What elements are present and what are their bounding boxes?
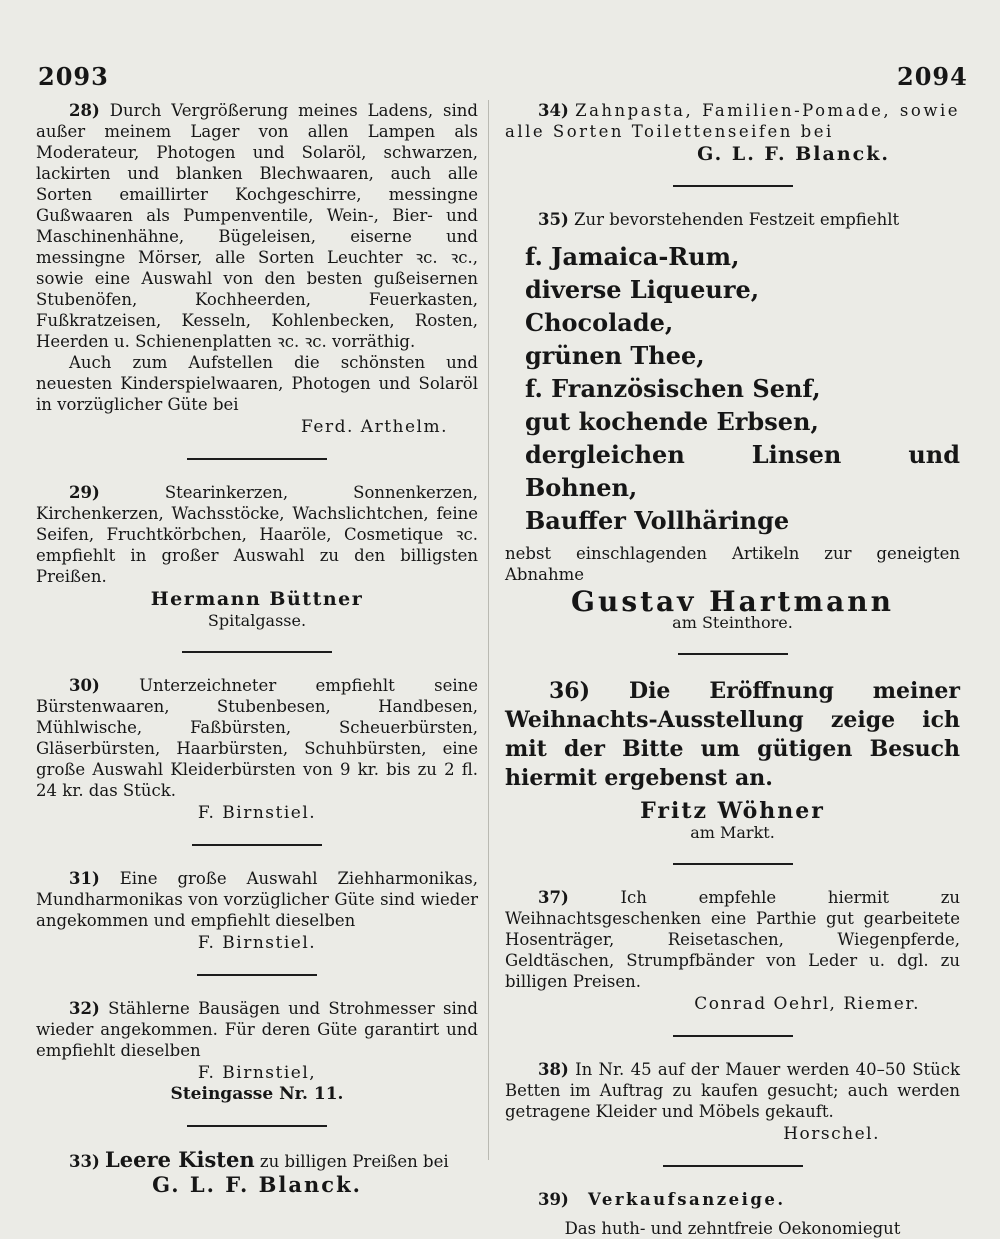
ad-number: 29): [69, 483, 100, 502]
product-item: Chocolade,: [525, 308, 674, 337]
ad-number: 37): [538, 888, 569, 907]
ad-text: Unterzeichneter empfiehlt seine Bürstenwaaren, Stubenbesen, Handbesen, Mühlwische, Faßbürsten, Scheuerbürsten, Gläserbürsten, Haarbürsten, Schuhbürsten, eine große Auswahl Kleiderbürsten von 9 kr. bis zu 2 fl. 24 kr. das Stück.: [36, 676, 479, 800]
ad-number: 36): [549, 678, 591, 704]
page-number-left: 2093: [38, 62, 109, 91]
ad-signature: Conrad Oehrl, Riemer.: [694, 994, 920, 1014]
ad-signature: Horschel.: [783, 1124, 880, 1144]
ad-signature: Hermann Büttner: [150, 588, 364, 610]
product-item: gut kochende Erbsen,: [525, 407, 819, 436]
ad-address: Steingasse Nr. 11.: [170, 1084, 344, 1104]
separator-rule: [192, 844, 322, 846]
advertisement-35: [505, 209, 960, 633]
ad-number: 35): [538, 210, 569, 229]
right-column: [505, 100, 960, 1239]
ad-address: am Markt.: [690, 823, 775, 842]
advertisement-29: [36, 482, 478, 631]
ad-number: 39): [538, 1190, 569, 1209]
ad-signature: Gustav Hartmann: [571, 585, 894, 618]
ad-text: zu billigen Preißen bei: [259, 1152, 449, 1171]
separator-rule: [678, 653, 788, 655]
ad-number: 33): [69, 1152, 100, 1171]
page-number-right: 2094: [897, 62, 968, 91]
separator-rule: [182, 651, 332, 653]
ad-address: am Steinthore.: [672, 613, 793, 632]
product-item: grünen Thee,: [525, 341, 705, 370]
advertisement-31: [36, 868, 478, 954]
ad-heading: Leere Kisten: [105, 1147, 255, 1172]
ad-number: 32): [69, 999, 100, 1018]
ad-signature: Fritz Wöhner: [640, 798, 825, 824]
ad-signature: F. Birnstiel.: [197, 933, 317, 953]
ad-signature: G. L. F. Blanck.: [697, 143, 890, 165]
product-item: diverse Liqueure,: [525, 275, 760, 304]
ad-text: Stearinkerzen, Sonnenkerzen, Kirchenkerzen, Wachsstöcke, Wachslichtchen, feine Seifen, Fruchtkörbchen, Haaröle, Cosmetique ꝛc. empfiehlt in großer Auswahl zu den billigsten Preißen.: [36, 483, 478, 586]
advertisement-39: [505, 1189, 960, 1239]
ad-text: Durch Vergrößerung meines Ladens, sind außer meinem Lager von allen Lampen als Moderateur, Photogen und Solaröl, schwarzen, lackirten und blanken Blechwaaren, auch alle Sorten emaillirter Kochgeschirre, messingne Gußwaaren als Pumpenventile, Wein-, Bier- und Maschinenhähne, Bügeleisen, eiserne und messingne Mörser, alle Sorten Leuchter ꝛc. ꝛc., sowie eine Auswahl von den besten gußeisernen Stubenöfen, Kochheerden, Feuerkasten, Fußkratzeisen, Kesseln, Kohlenbecken, Rosten, Heerden u. Schienenplatten ꝛc. ꝛc. vorräthig.: [36, 101, 478, 351]
ad-text: Ich empfehle hiermit zu Weihnachtsgeschenken eine Parthie gut gearbeitete Hosenträger, Reisetaschen, Wiegenpferde, Geldtäschen, Strumpfbänder von Leder u. dgl. zu billigen Preisen.: [505, 888, 961, 991]
ad-number: 34): [538, 101, 569, 120]
ad-heading: Verkaufsanzeige.: [588, 1190, 786, 1209]
separator-rule: [197, 974, 317, 976]
separator-rule: [187, 1125, 327, 1127]
ad-address: Spitalgasse.: [207, 611, 307, 630]
separator-rule: [673, 1035, 793, 1037]
product-item: dergleichen Linsen und Bohnen,: [525, 440, 960, 502]
ad-signature: Ferd. Arthelm.: [301, 417, 448, 437]
advertisement-33: [36, 1149, 478, 1195]
separator-rule: [187, 458, 327, 460]
ad-text-secondary: Auch zum Aufstellen die schönsten und neuesten Kinderspielwaaren, Photogen und Solaröl in vorzüglicher Güte bei: [36, 353, 478, 414]
advertisement-32: [36, 998, 478, 1105]
ad-outro: nebst einschlagenden Artikeln zur geneigten Abnahme: [505, 544, 960, 584]
advertisement-34: [505, 100, 960, 165]
ad-number: 30): [69, 676, 100, 695]
ad-text: Die Eröffnung meiner Weihnachts-Ausstellung zeige ich mit der Bitte um gütigen Besuch hiermit ergebenst an.: [505, 678, 960, 791]
product-item: f. Jamaica-Rum,: [525, 242, 740, 271]
product-list: [525, 240, 960, 537]
ad-number: 38): [538, 1060, 569, 1079]
ad-text: In Nr. 45 auf der Mauer werden 40–50 Stück Betten im Auftrag zu kaufen gesucht; auch werden getragene Kleider und Möbels gekauft.: [505, 1060, 960, 1121]
advertisement-28: [36, 100, 478, 438]
ad-number: 31): [69, 869, 100, 888]
advertisement-38: [505, 1059, 960, 1145]
ad-intro: Zur bevorstehenden Festzeit empfiehlt: [574, 210, 900, 229]
advertisement-30: [36, 675, 478, 824]
ad-text: Zahnpasta, Familien-Pomade, sowie alle Sorten Toilettenseifen bei: [505, 101, 960, 141]
product-item: f. Französischen Senf,: [525, 374, 821, 403]
column-divider: [488, 100, 489, 1160]
ad-signature: F. Birnstiel,: [197, 1063, 317, 1083]
separator-rule: [673, 863, 793, 865]
separator-rule: [663, 1165, 803, 1167]
ad-signature: G. L. F. Blanck.: [152, 1172, 362, 1197]
advertisement-37: [505, 887, 960, 1015]
product-item: Bauffer Vollhäringe: [525, 506, 790, 535]
ad-text: Das huth- und zehntfreie Oekonomiegut: [564, 1219, 901, 1238]
separator-rule: [673, 185, 793, 187]
ad-text: Eine große Auswahl Ziehharmonikas, Mundharmonikas von vorzüglicher Güte sind wieder angekommen und empfiehlt dieselben: [36, 869, 478, 930]
ad-number: 28): [69, 101, 100, 120]
advertisement-36: [505, 677, 960, 843]
ad-signature: F. Birnstiel.: [197, 803, 317, 823]
left-column: [36, 100, 478, 1195]
ad-text: Stählerne Bausägen und Strohmesser sind wieder angekommen. Für deren Güte garantirt und empfiehlt dieselben: [36, 999, 478, 1060]
